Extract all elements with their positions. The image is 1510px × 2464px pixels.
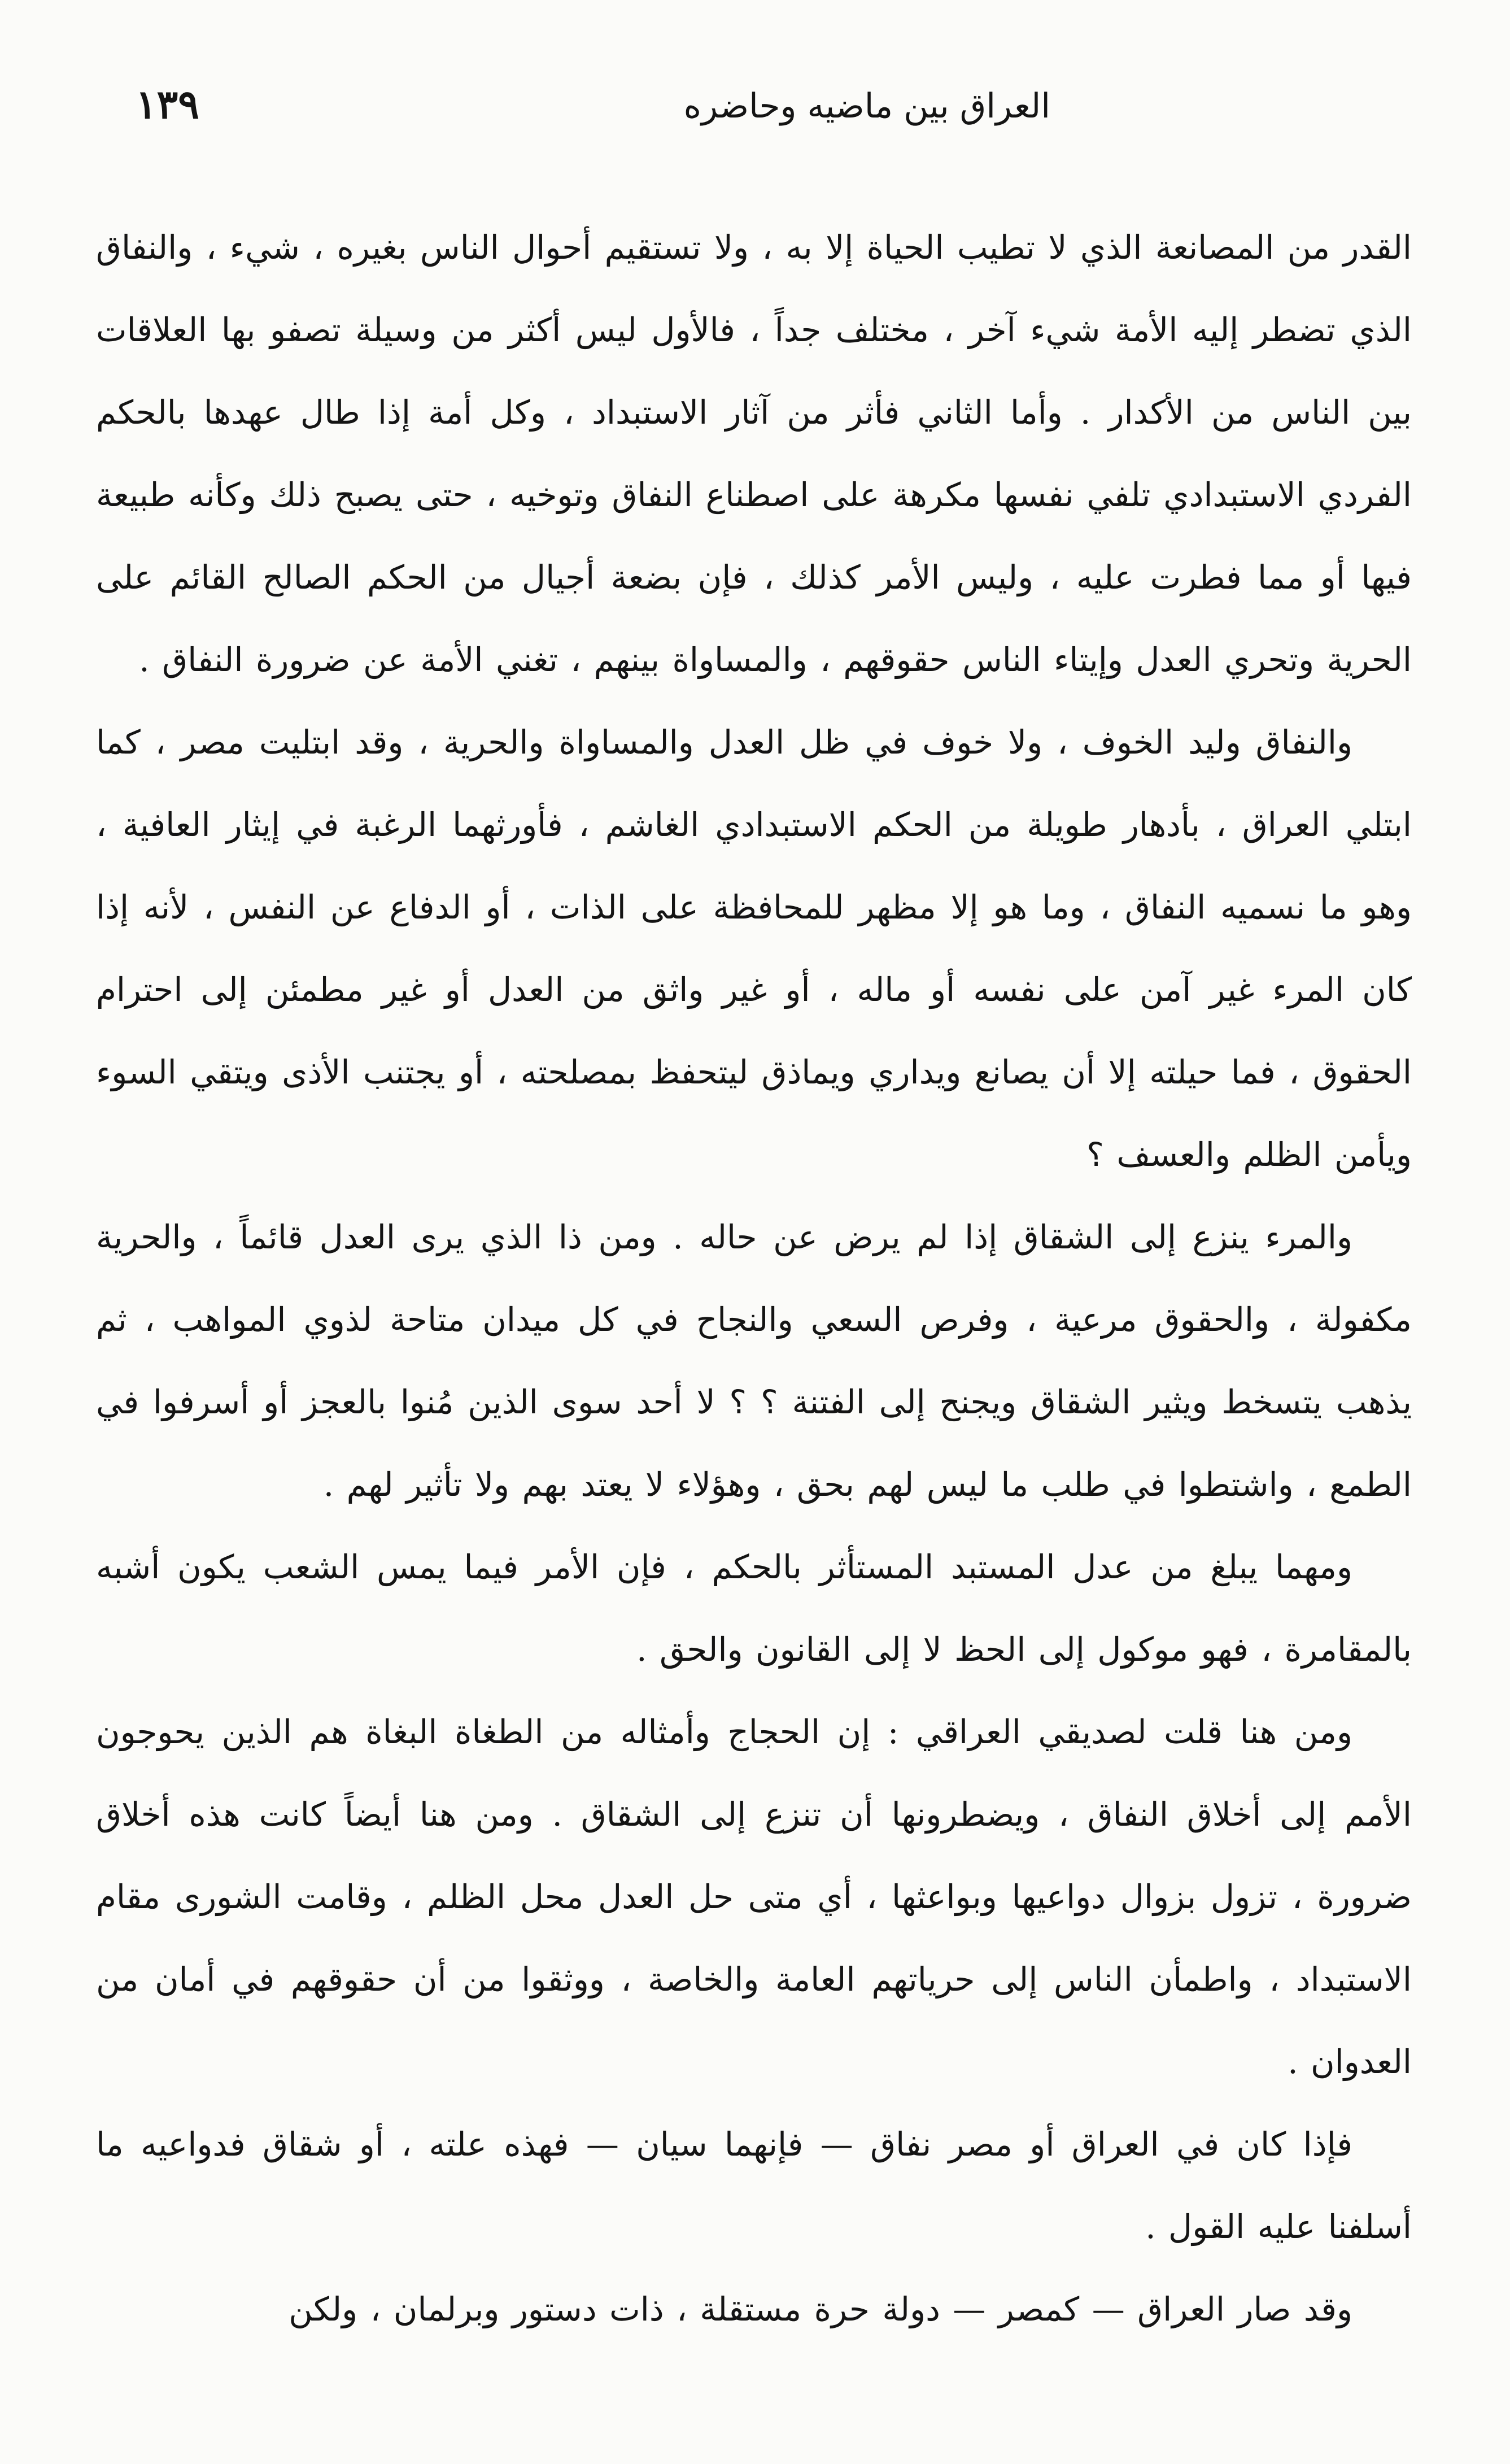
paragraph-1: القدر من المصانعة الذي لا تطيب الحياة إلا به ، ولا تستقيم أحوال الناس بغيره ، شيء ، والنفاق الذي تضطر إليه الأمة شيء آخر ، مختلف جداً ، فالأول ليس أكثر من وسيلة تصفو بها العلاقات بين الناس من الأكدار . وأما الثاني فأثر من آثار الاستبداد ، وكل أمة إذا طال عهدها بالحكم الفردي الاستبدادي تلفي نفسها مكرهة على اصطناع النفاق وتوخيه ، حتى يصبح ذلك وكأنه طبيعة فيها أو مما فطرت عليه ، وليس الأمر كذلك ، فإن بضعة أجيال من الحكم الصالح القائم على الحرية وتحري العدل وإيتاء الناس حقوقهم ، والمساواة بينهم ، تغني الأمة عن ضرورة النفاق .	[96, 228, 1412, 679]
paragraph-5: ومن هنا قلت لصديقي العراقي : إن الحجاج وأمثاله من الطغاة البغاة هم الذين يحوجون الأمم إلى أخلاق النفاق ، ويضطرونها أن تنزع إلى الشقاق . ومن هنا أيضاً كانت هذه أخلاق ضرورة ، تزول بزوال دواعيها وبواعثها ، أي متى حل العدل محل الظلم ، وقامت الشورى مقام الاستبداد ، واطمأن الناس إلى حرياتهم العامة والخاصة ، ووثقوا من أن حقوقهم في أمان من العدوان .	[96, 1713, 1412, 2081]
paragraph-2: والنفاق وليد الخوف ، ولا خوف في ظل العدل والمساواة والحرية ، وقد ابتليت مصر ، كما ابتلي العراق ، بأدهار طويلة من الحكم الاستبدادي الغاشم ، فأورثهما الرغبة في إيثار العافية ، وهو ما نسميه النفاق ، وما هو إلا مظهر للمحافظة على الذات ، أو الدفاع عن النفس ، لأنه إذا كان المرء غير آمن على نفسه أو ماله ، أو غير واثق من العدل أو غير مطمئن إلى احترام الحقوق ، فما حيلته إلا أن يصانع ويداري ويماذق ليتحفظ بمصلحته ، أو يجتنب الأذى ويتقي السوء ويأمن الظلم والعسف ؟	[96, 723, 1412, 1174]
page-number: ١٣٩	[136, 81, 199, 128]
page-header	[96, 81, 1412, 153]
paragraph-3: والمرء ينزع إلى الشقاق إذا لم يرض عن حاله . ومن ذا الذي يرى العدل قائماً ، والحرية مكفولة ، والحقوق مرعية ، وفرص السعي والنجاح في كل ميدان متاحة لذوي المواهب ، ثم يذهب يتسخط ويثير الشقاق ويجنح إلى الفتنة ؟ ؟ لا أحد سوى الذين مُنوا بالعجز أو أسرفوا في الطمع ، واشتطوا في طلب ما ليس لهم بحق ، وهؤلاء لا يعتد بهم ولا تأثير لهم .	[96, 1218, 1412, 1504]
paragraph-4: ومهما يبلغ من عدل المستبد المستأثر بالحكم ، فإن الأمر فيما يمس الشعب يكون أشبه بالمقامرة ، فهو موكول إلى الحظ لا إلى القانون والحق .	[96, 1548, 1412, 1669]
running-title: العراق بين ماضيه وحاضره	[683, 86, 1050, 126]
book-page	[96, 81, 1412, 2401]
paragraph-7: وقد صار العراق — كمصر — دولة حرة مستقلة ، ذات دستور وبرلمان ، ولكن	[289, 2290, 1352, 2328]
body-text	[96, 206, 1412, 2350]
paragraph-6: فإذا كان في العراق أو مصر نفاق — فإنهما سيان — فهذه علته ، أو شقاق فدواعيه ما أسلفنا عليه القول .	[96, 2125, 1412, 2246]
